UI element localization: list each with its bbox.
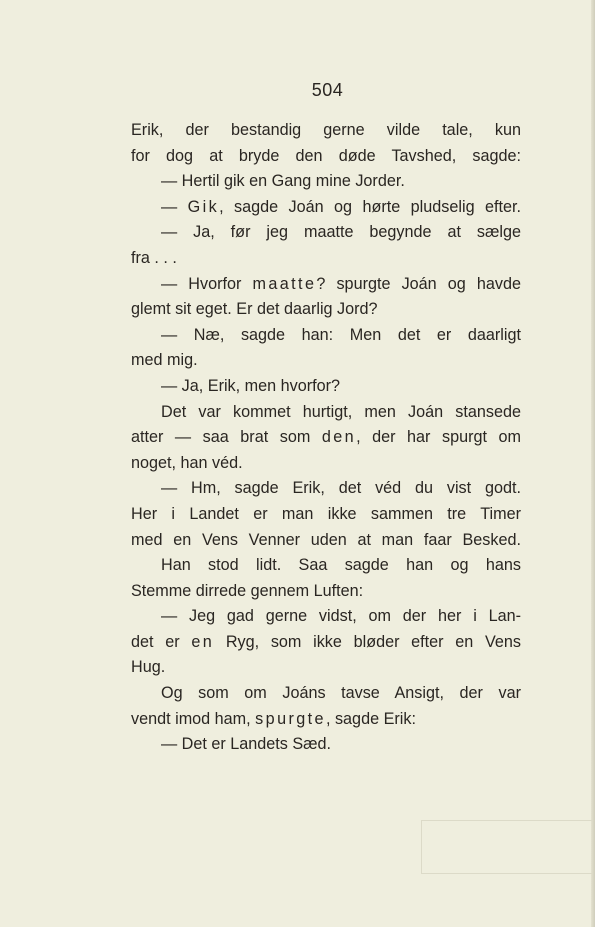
text-line [131,323,521,349]
text-line [131,246,521,272]
text-line [131,118,521,144]
faint-stamp-outline [421,820,592,874]
text-segment: — Jeg gad gerne vidst, om der her i Lan- [161,607,521,626]
text-line [131,169,521,195]
text-segment: med mig. [131,351,198,370]
emphasized-word: den [321,428,357,447]
text-line [131,579,521,605]
text-segment: ? spurgte Joán og havde [316,274,521,293]
text-line [131,502,521,528]
text-line [131,655,521,681]
text-segment: , sagde Joán og hørte pludselig efter. [219,197,521,216]
text-line [131,425,521,451]
text-line [131,451,521,477]
text-segment: Stemme dirrede gennem Luften: [131,581,364,600]
text-segment: atter — saa brat som [131,428,322,447]
text-segment: Her i Landet er man ikke sammen tre Timer [131,504,521,523]
text-line [131,681,521,707]
page-number: 504 [311,80,344,100]
emphasized-word: en [191,632,215,651]
text-segment: — Hm, sagde Erik, det véd du vist godt. [161,479,521,498]
text-segment: , sagde Erik: [325,709,416,728]
text-line [131,144,521,170]
text-segment: — Ja, Erik, men hvorfor? [161,376,341,395]
text-segment: Og som om Joáns tavse Ansigt, der var [161,684,521,703]
body-text [131,118,521,758]
text-segment: noget, han véd. [131,453,243,472]
text-line [131,476,521,502]
text-segment: det er [131,632,192,651]
text-segment: — Hvorfor [161,274,253,293]
text-line [131,732,521,758]
text-segment: Han stod lidt. Saa sagde han og hans [161,556,521,575]
text-segment: Hug. [131,658,166,677]
page-edge [591,0,595,927]
text-segment: fra . . . [131,248,177,267]
emphasized-word: spurgte [255,709,326,728]
text-segment: — Næ, sagde han: Men det er daarligt [161,325,521,344]
text-segment: — Hertil gik en Gang mine Jorder. [161,172,405,191]
text-segment: , der har spurgt om [356,428,522,447]
text-segment: Ryg, som ikke bløder efter en Vens [214,632,521,651]
text-segment: med en Vens Venner uden at man faar Besked. [131,530,521,549]
text-segment: — Ja, før jeg maatte begynde at sælge [161,223,521,242]
text-line [131,220,521,246]
text-line [131,272,521,298]
text-line [131,604,521,630]
text-segment: Erik, der bestandig gerne vilde tale, kun [131,121,521,139]
text-line [131,630,521,656]
text-segment: — Det er Landets Sæd. [161,735,332,754]
text-segment: glemt sit eget. Er det daarlig Jord? [131,300,378,319]
text-line [131,400,521,426]
text-line [131,528,521,554]
text-segment: Det var kommet hurtigt, men Joán stansede [161,402,521,421]
emphasized-word: maatte [252,274,317,293]
text-line [131,348,521,374]
text-line [131,297,521,323]
text-line [131,553,521,579]
text-line [131,374,521,400]
text-line [131,707,521,733]
text-segment: vendt imod ham, [131,709,256,728]
emphasized-word: Gik [187,197,220,216]
text-segment: for dog at bryde den døde Tavshed, sagde: [131,146,521,165]
text-line [131,195,521,221]
text-segment: — [161,197,188,216]
